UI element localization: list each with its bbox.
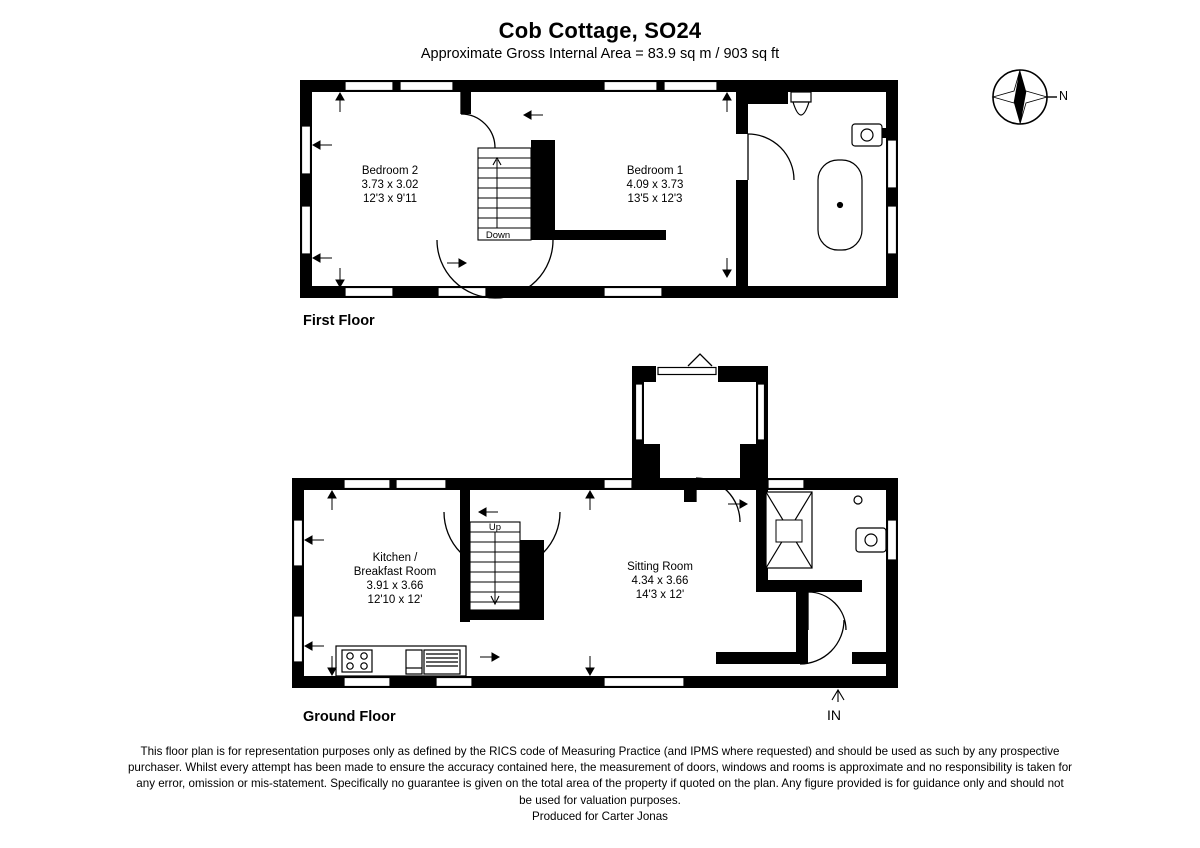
disclaimer-line-2: purchaser. Whilst every attempt has been made to ensure the accuracy contained here, the measurement of doors, windows and rooms is approximate and no responsibility is taken for xyxy=(127,761,1073,775)
ground-floor-plan xyxy=(292,354,898,702)
wc-icon xyxy=(854,496,862,504)
stair-direction-down-label: Down xyxy=(485,230,511,241)
kitchen-name-line2: Breakfast Room xyxy=(353,566,437,578)
porch-roof-line xyxy=(688,354,712,366)
basin-icon xyxy=(856,528,886,552)
ground-floor-porch xyxy=(632,366,768,478)
bedroom-1-imperial: 13'5 x 12'3 xyxy=(627,193,683,205)
kitchen-metric: 3.91 x 3.66 xyxy=(366,580,424,592)
shower-room-fixtures xyxy=(766,492,886,568)
first-floor-label: First Floor xyxy=(303,313,375,329)
entrance-in-label: IN xyxy=(827,707,841,723)
room-label-sitting-room xyxy=(600,560,720,602)
first-floor-staircase xyxy=(478,148,531,240)
wc-bowl-icon xyxy=(793,102,809,115)
disclaimer-produced-for: Produced for Carter Jonas xyxy=(532,809,668,823)
sitting-room-name: Sitting Room xyxy=(627,561,693,573)
room-label-bedroom-2 xyxy=(335,164,445,206)
basin-icon xyxy=(852,124,882,146)
kitchen-imperial: 12'10 x 12' xyxy=(367,594,423,606)
page-title: Cob Cottage, SO24 xyxy=(498,18,702,43)
sitting-room-imperial: 14'3 x 12' xyxy=(635,589,685,601)
entrance-arrow xyxy=(832,690,844,702)
stair-direction-up-label: Up xyxy=(488,522,502,533)
kitchen-name-line1: Kitchen / xyxy=(372,552,418,564)
kitchen-units xyxy=(336,646,466,676)
disclaimer-line-4: be used for valuation purposes. xyxy=(519,793,681,807)
bedroom-2-metric: 3.73 x 3.02 xyxy=(361,179,419,191)
ground-floor-label: Ground Floor xyxy=(303,709,396,725)
first-floor-bathroom-fixtures xyxy=(791,92,882,250)
compass-north-label: N xyxy=(1059,89,1069,103)
room-label-kitchen-breakfast-room xyxy=(330,551,460,607)
disclaimer-line-3: any error, omission or mis-statement. Specifically no guarantee is given on the total area of the property if quoted on the plan. Any figure provided is for guidance only and should not xyxy=(136,777,1064,791)
wc-cistern-icon xyxy=(791,92,811,102)
bedroom-1-metric: 4.09 x 3.73 xyxy=(626,179,684,191)
room-label-bedroom-1 xyxy=(600,164,710,206)
disclaimer-line-1: This floor plan is for representation purposes only as defined by the RICS code of Measuring Practice (and IPMS where requested) and should be used as such by any prospective xyxy=(140,745,1060,758)
bedroom-2-imperial: 12'3 x 9'11 xyxy=(362,193,418,205)
disclaimer-text xyxy=(60,744,1140,825)
sitting-room-metric: 4.34 x 3.66 xyxy=(631,575,689,587)
ground-floor-staircase xyxy=(470,522,520,610)
bedroom-1-name: Bedroom 1 xyxy=(626,165,684,177)
bedroom-2-name: Bedroom 2 xyxy=(361,165,419,177)
compass-rose-icon xyxy=(993,70,1057,124)
page-subtitle: Approximate Gross Internal Area = 83.9 sq m / 903 sq ft xyxy=(420,46,780,62)
